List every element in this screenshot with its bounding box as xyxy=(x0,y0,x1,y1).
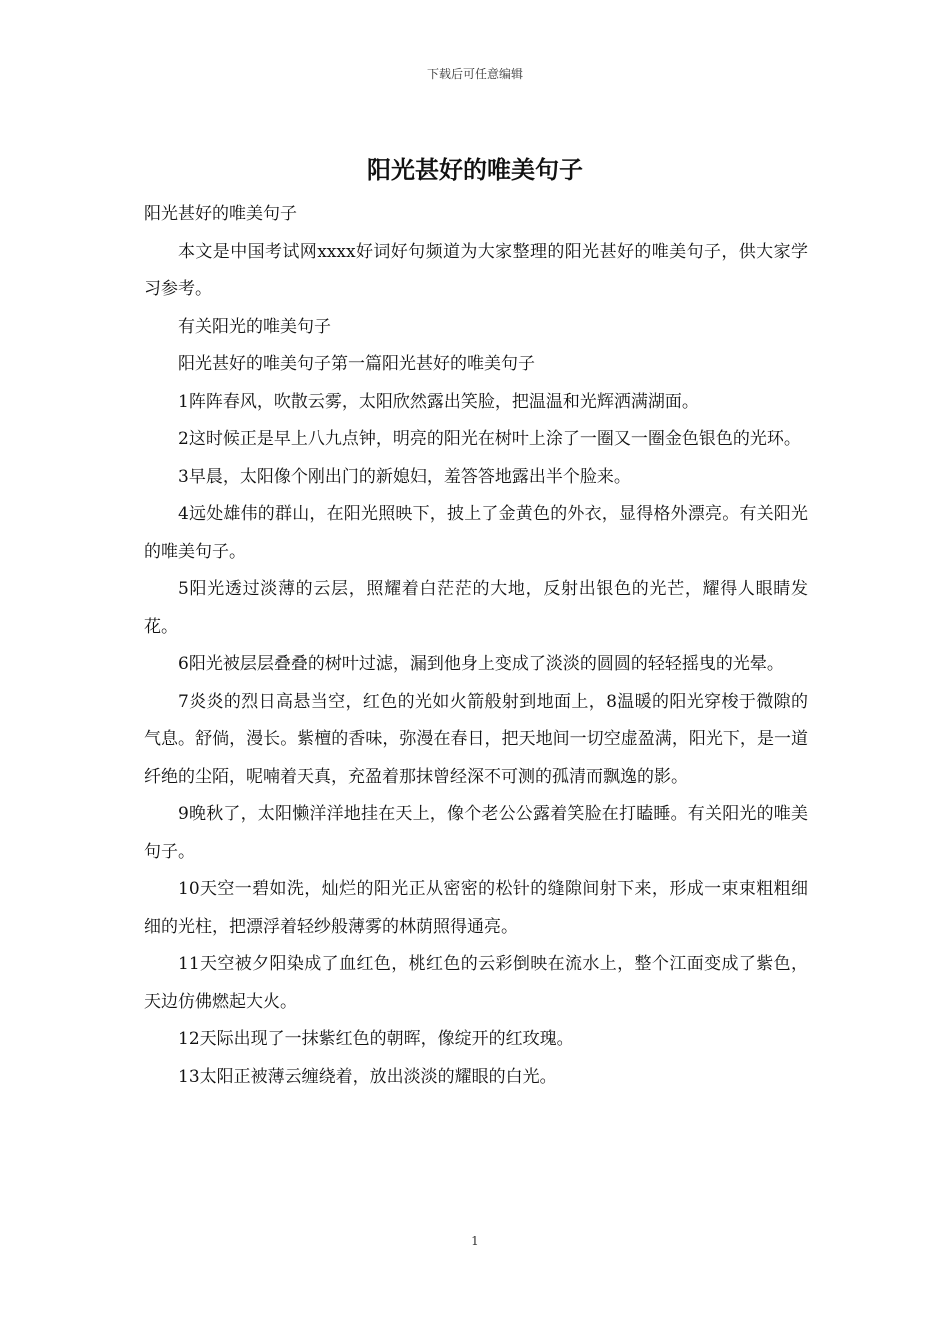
sentence-item-9: 9晚秋了，太阳懒洋洋地挂在天上，像个老公公露着笑脸在打瞌睡。有关阳光的唯美句子。 xyxy=(144,804,808,862)
sentence-item-6: 6阳光被层层叠叠的树叶过滤，漏到他身上变成了淡淡的圆圆的轻轻摇曳的光晕。 xyxy=(178,654,784,674)
sentence-item-7-8: 7炎炎的烈日高悬当空，红色的光如火箭般射到地面上，8温暖的阳光穿梭于微隙的气息。舒倘，漫长。紫檀的香味，弥漫在春日，把天地间一切空虚盈满，阳光下，是一道纤绝的尘陌，呢喃着天真，充盈着那抹曾经深不可测的孤清而飘逸的影。 xyxy=(144,691,808,787)
sentence-item-1: 1阵阵春风，吹散云雾，太阳欣然露出笑脸，把温温和光辉洒满湖面。 xyxy=(178,391,699,412)
sentence-item-11: 11天空被夕阳染成了血红色，桃红色的云彩倒映在流水上，整个江面变成了紫色，天边仿佛燃起大火。 xyxy=(144,954,808,1012)
page-number: 1 xyxy=(471,1234,479,1248)
paragraph-intro: 本文是中国考试网xxxx好词好句频道为大家整理的阳光甚好的唯美句子，供大家学习参考。 xyxy=(144,241,808,299)
chapter-heading: 阳光甚好的唯美句子第一篇阳光甚好的唯美句子 xyxy=(178,354,535,374)
sentence-item-2: 2这时候正是早上八九点钟，明亮的阳光在树叶上涂了一圈又一圈金色银色的光环。 xyxy=(178,429,801,449)
sentence-item-13: 13太阳正被薄云缠绕着，放出淡淡的耀眼的白光。 xyxy=(178,1066,557,1087)
sentence-item-5: 5阳光透过淡薄的云层，照耀着白茫茫的大地，反射出银色的光芒，耀得人眼睛发花。 xyxy=(144,579,808,637)
document-title: 阳光甚好的唯美句子 xyxy=(367,155,583,184)
sentence-item-3: 3早晨，太阳像个刚出门的新媳妇，羞答答地露出半个脸来。 xyxy=(178,466,631,487)
section-heading: 有关阳光的唯美句子 xyxy=(178,316,331,337)
sentence-item-10: 10天空一碧如洗，灿烂的阳光正从密密的松针的缝隙间射下来，形成一束束粗粗细细的光柱，把漂浮着轻纱般薄雾的林荫照得通亮。 xyxy=(144,879,808,937)
document-body xyxy=(144,196,808,1096)
page-header-note: 下载后可任意编辑 xyxy=(426,67,523,81)
sentence-item-12: 12天际出现了一抹紫红色的朝晖，像绽开的红玫瑰。 xyxy=(178,1029,574,1049)
document-subtitle: 阳光甚好的唯美句子 xyxy=(144,204,297,224)
sentence-item-4: 4远处雄伟的群山，在阳光照映下，披上了金黄色的外衣，显得格外漂亮。有关阳光的唯美句子。 xyxy=(144,504,808,562)
